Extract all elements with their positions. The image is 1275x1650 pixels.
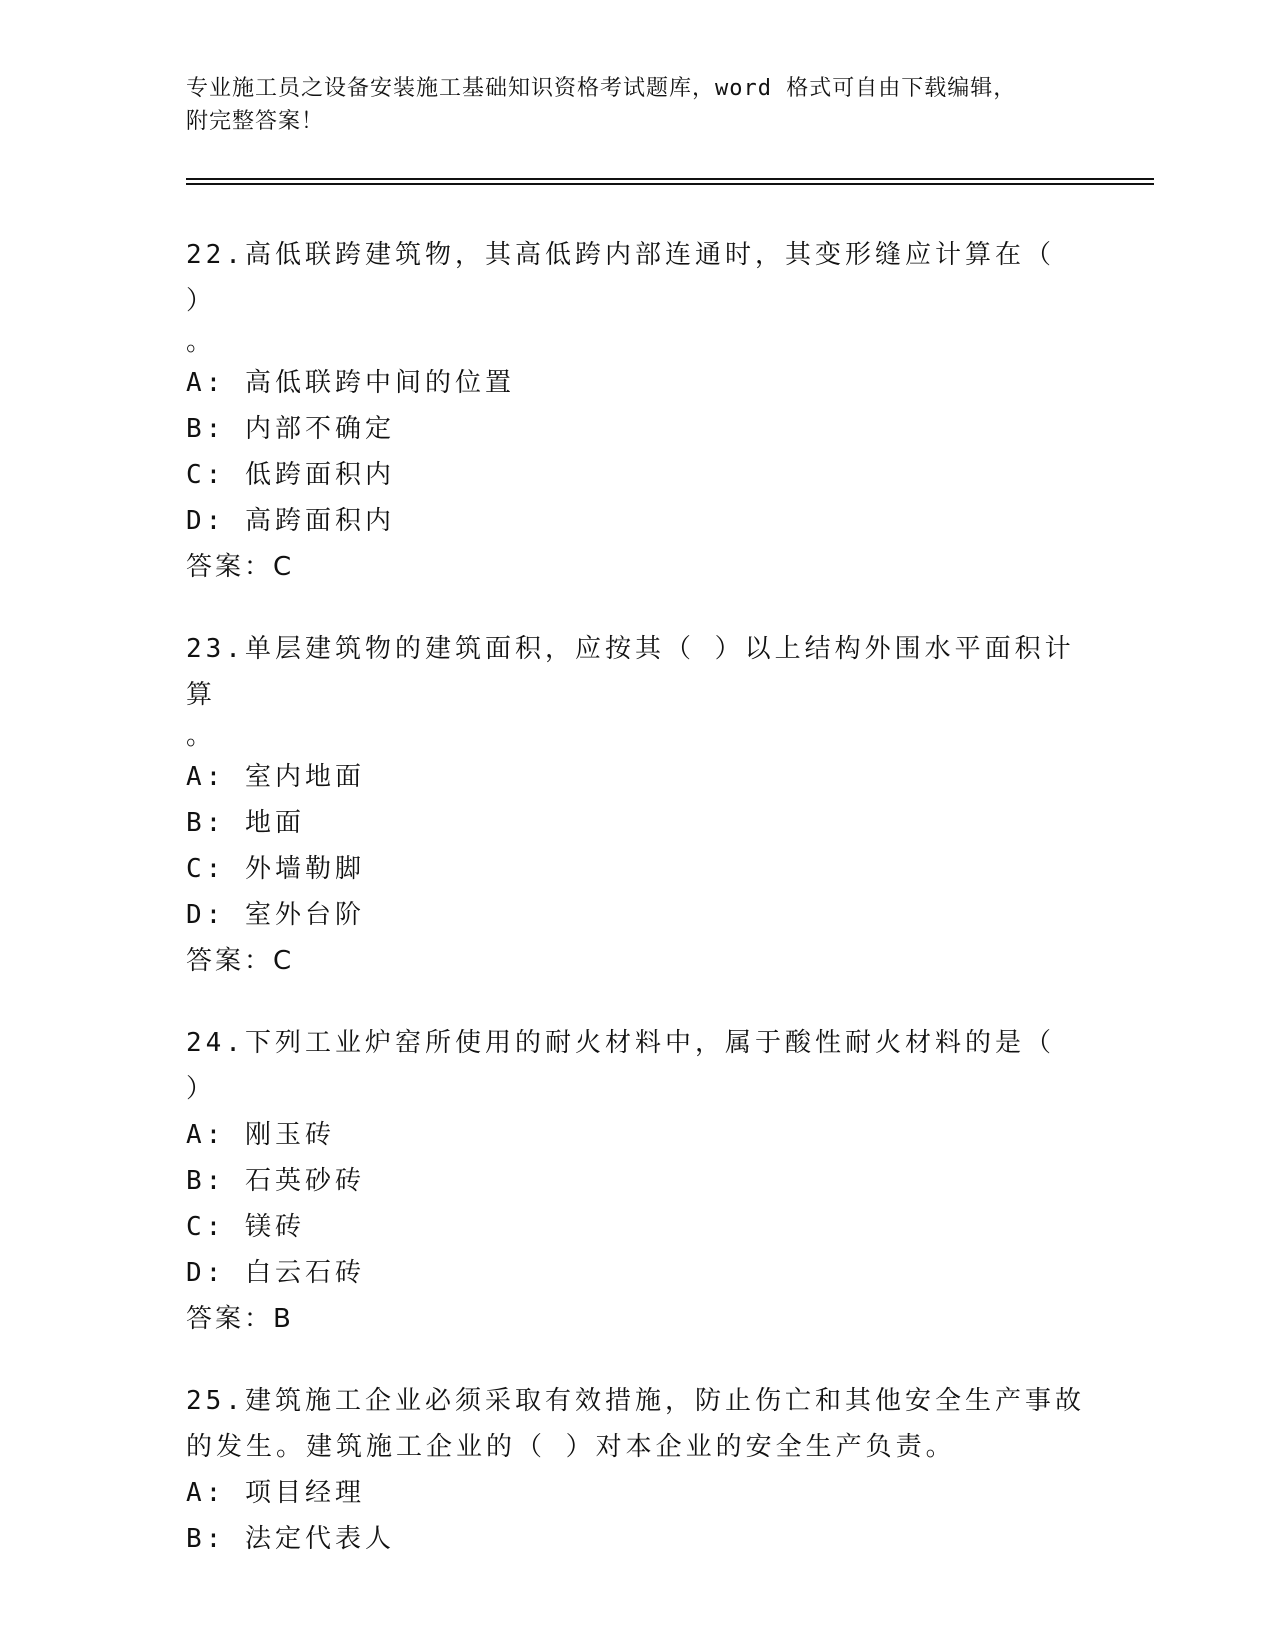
header-line-1: 专业施工员之设备安装施工基础知识资格考试题库，word 格式可自由下载编辑， — [186, 76, 1017, 101]
question-stem-tail: 。 — [186, 721, 213, 751]
option-b: B: 法定代表人 — [186, 1524, 395, 1554]
option-b: B: 石英砂砖 — [186, 1166, 365, 1196]
answer: 答案：C — [186, 552, 295, 582]
option-c: C: 镁砖 — [186, 1212, 305, 1242]
question-stem: 24.下列工业炉窑所使用的耐火材料中，属于酸性耐火材料的是（ ） — [186, 1028, 1055, 1104]
question-24 — [186, 1020, 1086, 1342]
question-stem: 25.建筑施工企业必须采取有效措施，防止伤亡和其他安全生产事故的发生。建筑施工企业的（ ）对本企业的安全生产负责。 — [186, 1386, 1085, 1462]
option-d: D: 高跨面积内 — [186, 506, 395, 536]
question-23 — [186, 626, 1086, 984]
question-22 — [186, 232, 1086, 590]
question-25 — [186, 1378, 1086, 1562]
option-c: C: 低跨面积内 — [186, 460, 395, 490]
option-d: D: 白云石砖 — [186, 1258, 365, 1288]
question-stem: 22.高低联跨建筑物，其高低跨内部连通时，其变形缝应计算在（ ） — [186, 240, 1055, 316]
answer: 答案：B — [186, 1304, 294, 1334]
option-c: C: 外墙勒脚 — [186, 854, 365, 884]
question-stem-tail: 。 — [186, 327, 213, 357]
header-line-2: 附完整答案！ — [186, 109, 325, 134]
question-list — [186, 232, 1086, 1598]
option-b: B: 内部不确定 — [186, 414, 395, 444]
option-b: B: 地面 — [186, 808, 305, 838]
answer: 答案：C — [186, 946, 295, 976]
option-a: A: 项目经理 — [186, 1478, 365, 1508]
document-header — [186, 72, 1086, 138]
option-d: D: 室外台阶 — [186, 900, 365, 930]
header-divider-top — [186, 178, 1154, 180]
header-divider-bottom — [186, 183, 1154, 185]
option-a: A: 高低联跨中间的位置 — [186, 368, 515, 398]
question-stem: 23.单层建筑物的建筑面积，应按其（ ）以上结构外围水平面积计算 — [186, 634, 1075, 710]
option-a: A: 室内地面 — [186, 762, 365, 792]
option-a: A: 刚玉砖 — [186, 1120, 335, 1150]
